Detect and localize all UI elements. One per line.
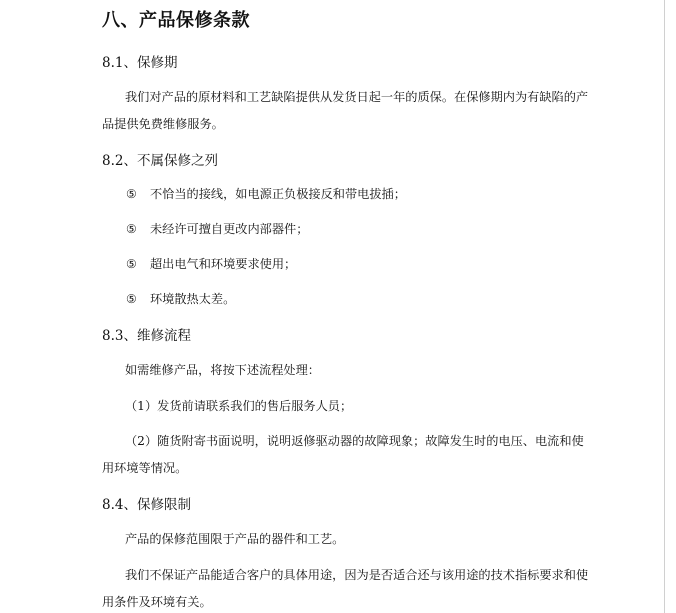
heading-limitations: 8.4、保修限制 (102, 497, 191, 513)
exclusion-item-text: 环境散热太差。 (150, 292, 236, 306)
exclusion-item-text: 未经许可擅自更改内部器件； (150, 222, 309, 236)
limitations-paragraph: 产品的保修范围限于产品的器件和工艺。 (125, 532, 345, 546)
heading-repair-process: 8.3、维修流程 (102, 328, 191, 344)
exclusion-item (126, 255, 296, 272)
repair-step-1: （1）发货前请联系我们的售后服务人员； (125, 399, 353, 413)
repair-step-2-line: （2）随货附寄书面说明，说明返修驱动器的故障现象；故障发生时的电压、电流和使 (125, 434, 584, 448)
section-title: 八、产品保修条款 (102, 10, 250, 31)
exclusion-item (126, 290, 235, 307)
repair-intro: 如需维修产品，将按下述流程处理： (125, 363, 320, 377)
warranty-paragraph-line: 品提供免费维修服务。 (102, 117, 224, 131)
circled-number-mark: ⑤ (126, 187, 137, 201)
exclusion-item-text: 不恰当的接线，如电源正负极接反和带电拔插； (150, 187, 406, 201)
exclusion-item (126, 185, 406, 202)
exclusion-item (126, 220, 308, 237)
limitations-paragraph-line: 我们不保证产品能适合客户的具体用途，因为是否适合还与该用途的技术指标要求和使 (125, 568, 589, 582)
warranty-paragraph-line: 我们对产品的原材料和工艺缺陷提供从发货日起一年的质保。在保修期内为有缺陷的产 (125, 90, 589, 104)
circled-number-mark: ⑤ (126, 292, 137, 306)
heading-exclusions: 8.2、不属保修之列 (102, 153, 218, 169)
exclusion-item-text: 超出电气和环境要求使用； (150, 257, 297, 271)
circled-number-mark: ⑤ (126, 222, 137, 236)
limitations-paragraph-line: 用条件及环境有关。 (102, 595, 212, 609)
heading-warranty-period: 8.1、保修期 (102, 55, 178, 71)
repair-step-2-line: 用环境等情况。 (102, 461, 188, 475)
circled-number-mark: ⑤ (126, 257, 137, 271)
